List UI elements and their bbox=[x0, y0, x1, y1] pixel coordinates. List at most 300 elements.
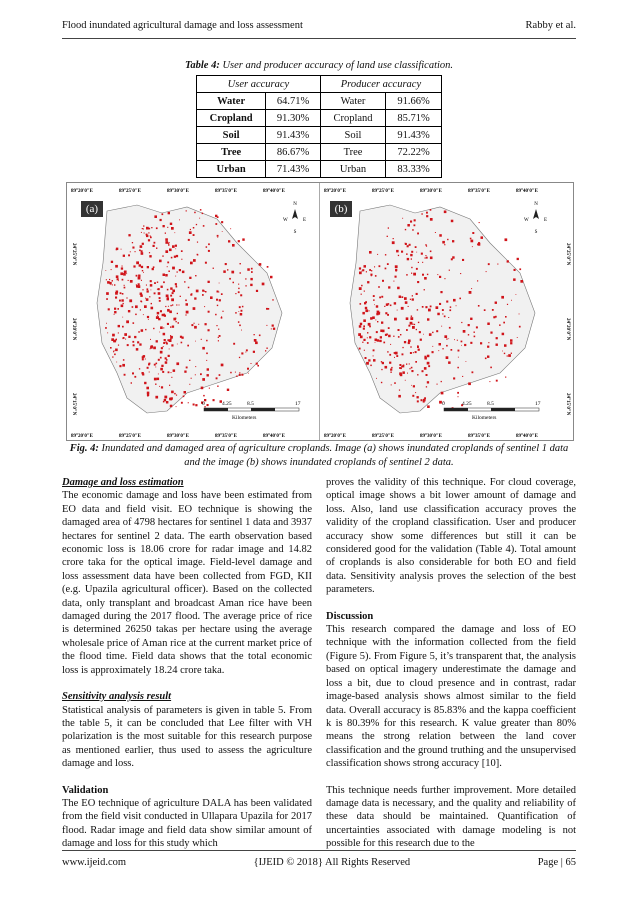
flood-speck bbox=[126, 273, 127, 274]
class-cell: Tree bbox=[320, 144, 385, 161]
flood-speck bbox=[409, 363, 410, 364]
flood-speck bbox=[451, 349, 453, 351]
producer-accuracy-cell: 83.33% bbox=[386, 161, 442, 178]
flood-speck bbox=[171, 227, 174, 230]
flood-speck bbox=[169, 339, 172, 342]
flood-speck bbox=[406, 317, 409, 320]
flood-speck bbox=[123, 255, 125, 257]
flood-speck bbox=[176, 255, 178, 257]
flood-speck bbox=[415, 351, 417, 353]
flood-speck bbox=[106, 292, 109, 295]
flood-speck bbox=[393, 336, 394, 337]
paragraph: This technique needs further improvement. More detailed damage data is necessary, and the quality and reliability of these data should be maintained. Quantification of uncertainties associated with damage modeling is not possible for this research due to the bbox=[326, 784, 576, 850]
flood-speck bbox=[106, 279, 107, 280]
flood-speck bbox=[426, 374, 428, 376]
flood-speck bbox=[135, 314, 137, 316]
flood-speck bbox=[167, 297, 169, 299]
flood-speck bbox=[390, 344, 391, 345]
flood-speck bbox=[239, 325, 241, 327]
flood-speck bbox=[427, 318, 429, 320]
flood-speck bbox=[125, 339, 126, 340]
flood-speck bbox=[122, 317, 123, 318]
flood-speck bbox=[369, 251, 372, 254]
flood-speck bbox=[117, 308, 119, 310]
flood-speck bbox=[148, 239, 150, 241]
flood-speck bbox=[119, 300, 121, 302]
flood-speck bbox=[409, 244, 411, 246]
flood-speck bbox=[520, 280, 523, 283]
flood-speck bbox=[398, 287, 399, 288]
flood-speck bbox=[439, 234, 442, 237]
header-title: Flood inundated agricultural damage and loss assessment bbox=[62, 20, 303, 31]
flood-speck bbox=[144, 382, 146, 384]
flood-speck bbox=[410, 352, 412, 354]
flood-speck bbox=[239, 306, 241, 308]
flood-speck bbox=[157, 312, 160, 315]
flood-speck bbox=[161, 365, 163, 367]
flood-speck bbox=[430, 306, 432, 308]
scale-bar bbox=[202, 401, 301, 421]
flood-speck bbox=[170, 336, 173, 339]
flood-speck bbox=[402, 218, 403, 219]
flood-speck bbox=[110, 284, 111, 285]
flood-speck bbox=[138, 277, 141, 280]
flood-speck bbox=[120, 292, 122, 294]
flood-speck bbox=[186, 311, 189, 314]
flood-speck bbox=[399, 390, 400, 391]
flood-speck bbox=[375, 342, 376, 343]
flood-speck bbox=[123, 359, 125, 361]
flood-speck bbox=[154, 378, 157, 381]
flood-speck bbox=[177, 271, 178, 272]
flood-speck bbox=[367, 332, 368, 333]
flood-speck bbox=[139, 250, 141, 252]
lon-label: 89°40'0"E bbox=[263, 434, 285, 439]
paragraph: The EO technique of agriculture DALA has been validated from the field visit conducted in Ullapara Upazila for 2017 flood. Radar image and field data show similar amount of damage and loss for this study which bbox=[62, 797, 312, 850]
flood-speck bbox=[451, 220, 454, 223]
flood-speck bbox=[138, 275, 140, 277]
flood-speck bbox=[216, 299, 218, 301]
flood-speck bbox=[121, 249, 122, 250]
flood-speck bbox=[206, 340, 208, 342]
flood-speck bbox=[407, 258, 409, 260]
flood-speck bbox=[408, 325, 410, 327]
flood-speck bbox=[385, 254, 386, 255]
flood-speck bbox=[461, 345, 462, 346]
flood-speck bbox=[461, 341, 463, 343]
footer-site-link[interactable]: www.ijeid.com bbox=[62, 857, 127, 868]
flood-speck bbox=[519, 326, 521, 328]
flood-speck bbox=[426, 257, 428, 259]
flood-speck bbox=[121, 305, 124, 308]
flood-speck bbox=[202, 378, 205, 381]
table-row bbox=[197, 144, 442, 161]
flood-speck bbox=[160, 219, 162, 221]
flood-speck bbox=[181, 250, 183, 252]
flood-speck bbox=[402, 347, 403, 348]
flood-speck bbox=[175, 248, 176, 249]
flood-speck bbox=[111, 269, 112, 270]
flood-speck bbox=[469, 291, 472, 294]
flood-speck bbox=[124, 287, 126, 289]
flood-speck bbox=[245, 352, 246, 353]
flood-speck bbox=[235, 312, 237, 314]
figure-caption-text: Inundated and damaged area of agriculture croplands. Image (a) shows inundated croplands of sentinel 1 data and the image (b) shows inundated croplands of sentinel 2 data. bbox=[101, 443, 569, 468]
flood-speck bbox=[175, 318, 177, 320]
flood-speck bbox=[407, 373, 408, 374]
flood-speck bbox=[148, 232, 149, 233]
flood-speck bbox=[375, 320, 376, 321]
flood-speck bbox=[172, 304, 173, 305]
flood-speck bbox=[369, 326, 371, 328]
flood-speck bbox=[173, 369, 176, 372]
flood-speck bbox=[168, 271, 170, 273]
left-column bbox=[62, 476, 312, 864]
flood-speck bbox=[363, 328, 365, 330]
flood-speck bbox=[157, 282, 158, 283]
lon-label: 89°30'0"E bbox=[420, 434, 442, 439]
flood-speck bbox=[365, 307, 367, 309]
flood-speck bbox=[481, 236, 484, 239]
flood-speck bbox=[442, 309, 444, 311]
flood-speck bbox=[130, 280, 133, 283]
flood-speck bbox=[162, 213, 164, 215]
flood-speck bbox=[448, 317, 449, 318]
scale-units: Kilometers bbox=[232, 415, 257, 421]
class-cell: Soil bbox=[320, 127, 385, 144]
flood-speck bbox=[247, 368, 249, 370]
flood-speck bbox=[179, 269, 181, 271]
flood-speck bbox=[423, 334, 424, 335]
flood-speck bbox=[171, 377, 172, 378]
flood-speck bbox=[176, 285, 177, 286]
header-authors: Rabby et al. bbox=[525, 20, 576, 31]
flood-speck bbox=[146, 298, 149, 301]
flood-speck bbox=[458, 357, 459, 358]
flood-speck bbox=[484, 309, 486, 311]
flood-speck bbox=[440, 291, 442, 293]
flood-speck bbox=[425, 306, 427, 308]
flood-speck bbox=[439, 276, 441, 278]
flood-speck bbox=[423, 399, 426, 402]
flood-speck bbox=[202, 347, 205, 350]
flood-speck bbox=[196, 290, 199, 293]
flood-speck bbox=[427, 274, 428, 275]
flood-speck bbox=[169, 249, 172, 252]
flood-speck bbox=[241, 310, 243, 312]
flood-speck bbox=[170, 335, 171, 336]
flood-speck bbox=[411, 370, 413, 372]
flood-speck bbox=[410, 221, 412, 223]
flood-speck bbox=[408, 340, 411, 343]
flood-speck bbox=[156, 363, 158, 365]
flood-speck bbox=[424, 289, 425, 290]
flood-speck bbox=[410, 317, 413, 320]
flood-speck bbox=[449, 327, 451, 329]
flood-speck bbox=[459, 298, 461, 300]
flood-speck bbox=[393, 281, 394, 282]
flood-speck bbox=[381, 361, 382, 362]
footer-rule bbox=[62, 850, 576, 851]
flood-speck bbox=[112, 284, 113, 285]
flood-speck bbox=[417, 396, 419, 398]
flood-speck bbox=[413, 273, 416, 276]
flood-speck bbox=[381, 296, 383, 298]
flood-speck bbox=[201, 387, 204, 390]
flood-speck bbox=[488, 342, 489, 343]
flood-speck bbox=[381, 322, 383, 324]
flood-speck bbox=[233, 282, 235, 284]
flood-speck bbox=[388, 286, 390, 288]
flood-speck bbox=[398, 336, 400, 338]
flood-speck bbox=[221, 317, 223, 319]
flood-speck bbox=[238, 321, 240, 323]
table-row bbox=[197, 161, 442, 178]
flood-speck bbox=[238, 240, 240, 242]
flood-speck bbox=[240, 272, 241, 273]
flood-speck bbox=[190, 229, 191, 230]
flood-speck bbox=[169, 349, 170, 350]
scale-label: 0 bbox=[202, 401, 205, 407]
flood-speck bbox=[359, 325, 362, 328]
flood-speck bbox=[219, 299, 221, 301]
flood-speck bbox=[375, 275, 377, 277]
flood-speck bbox=[412, 326, 415, 329]
flood-speck bbox=[122, 293, 124, 295]
flood-speck bbox=[418, 349, 420, 351]
flood-speck bbox=[435, 232, 436, 233]
flood-speck bbox=[197, 242, 198, 243]
flood-speck bbox=[385, 268, 387, 270]
flood-speck bbox=[105, 270, 106, 271]
flood-speck bbox=[184, 391, 187, 394]
flood-speck bbox=[421, 399, 423, 401]
table-row bbox=[197, 93, 442, 110]
flood-speck bbox=[206, 246, 208, 248]
class-cell: Urban bbox=[197, 161, 266, 178]
flood-speck bbox=[119, 365, 121, 367]
flood-speck bbox=[366, 271, 367, 272]
flood-speck bbox=[124, 333, 127, 336]
flood-speck bbox=[487, 323, 490, 326]
upazila-outline bbox=[97, 205, 282, 413]
flood-speck bbox=[161, 347, 163, 349]
flood-speck bbox=[394, 318, 397, 321]
flood-speck bbox=[136, 275, 138, 277]
flood-speck bbox=[222, 231, 223, 232]
flood-speck bbox=[151, 303, 152, 304]
flood-speck bbox=[414, 219, 416, 221]
flood-speck bbox=[218, 329, 219, 330]
running-header bbox=[62, 20, 576, 31]
producer-accuracy-cell: 72.22% bbox=[386, 144, 442, 161]
flood-speck bbox=[417, 309, 418, 310]
flood-speck bbox=[150, 346, 153, 349]
flood-speck bbox=[115, 297, 117, 299]
flood-speck bbox=[449, 270, 450, 271]
flood-speck bbox=[401, 251, 403, 253]
flood-speck bbox=[452, 256, 454, 258]
flood-speck bbox=[147, 266, 149, 268]
flood-speck bbox=[442, 241, 445, 244]
flood-speck bbox=[194, 326, 197, 329]
flood-speck bbox=[496, 344, 498, 346]
flood-speck bbox=[390, 305, 392, 307]
flood-speck bbox=[130, 251, 131, 252]
flood-speck bbox=[255, 343, 256, 344]
flood-speck bbox=[189, 231, 192, 234]
flood-speck bbox=[453, 377, 455, 379]
flood-speck bbox=[112, 356, 113, 357]
flood-speck bbox=[128, 336, 130, 338]
class-cell: Cropland bbox=[320, 110, 385, 127]
flood-speck bbox=[153, 328, 154, 329]
flood-speck bbox=[228, 240, 230, 242]
section-heading: Validation bbox=[62, 784, 109, 796]
flood-speck bbox=[250, 284, 252, 286]
flood-speck bbox=[171, 257, 173, 259]
flood-speck bbox=[373, 299, 375, 301]
flood-speck bbox=[124, 374, 126, 376]
flood-speck bbox=[189, 277, 191, 279]
flood-speck bbox=[436, 330, 438, 332]
flood-speck bbox=[379, 297, 381, 299]
flood-speck bbox=[411, 273, 412, 274]
map-a-svg bbox=[67, 183, 320, 440]
flood-speck bbox=[376, 378, 377, 379]
flood-speck bbox=[370, 365, 372, 367]
flood-speck bbox=[478, 305, 480, 307]
flood-speck bbox=[188, 287, 190, 289]
flood-speck bbox=[141, 252, 144, 255]
flood-speck bbox=[242, 306, 244, 308]
flood-speck bbox=[178, 322, 180, 324]
flood-speck bbox=[394, 382, 396, 384]
flood-speck bbox=[490, 332, 492, 334]
flood-speck bbox=[120, 272, 123, 275]
flood-speck bbox=[200, 209, 202, 211]
flood-speck bbox=[457, 392, 459, 394]
flood-speck bbox=[160, 326, 163, 329]
flood-speck bbox=[163, 327, 164, 328]
flood-speck bbox=[203, 225, 205, 227]
flood-speck bbox=[185, 314, 186, 315]
flood-speck bbox=[388, 227, 389, 228]
flood-speck bbox=[171, 298, 174, 301]
flood-speck bbox=[412, 395, 414, 397]
flood-speck bbox=[165, 361, 168, 364]
paragraph: proves the validity of this technique. For cloud coverage, optical image shows a bit lower amount of damage and loss. Also, land use classification accuracy proves the validity of the cropland classification. User and producer accuracy show some differences but still it can be considered good for the validation (Table 4). Total amount of croplands is also considerable for both EO and field data. Sensitivity analysis proves the selection of the best parameters. bbox=[326, 477, 576, 596]
flood-speck bbox=[159, 332, 160, 333]
flood-speck bbox=[108, 282, 109, 283]
flood-speck bbox=[185, 300, 187, 302]
flood-speck bbox=[132, 247, 134, 249]
flood-speck bbox=[238, 311, 239, 312]
flood-speck bbox=[174, 256, 176, 258]
flood-speck bbox=[241, 330, 242, 331]
flood-speck bbox=[266, 325, 267, 326]
flood-speck bbox=[480, 342, 482, 344]
flood-speck bbox=[172, 292, 174, 294]
flood-speck bbox=[488, 263, 490, 265]
flood-speck bbox=[392, 241, 395, 244]
flood-speck bbox=[508, 354, 511, 357]
flood-speck bbox=[158, 374, 159, 375]
flood-speck bbox=[167, 309, 170, 312]
user-accuracy-cell: 91.30% bbox=[266, 110, 321, 127]
flood-speck bbox=[154, 282, 156, 284]
flood-speck bbox=[150, 280, 152, 282]
flood-speck bbox=[122, 266, 123, 267]
flood-speck bbox=[146, 285, 147, 286]
flood-speck bbox=[426, 215, 428, 217]
flood-speck bbox=[428, 309, 431, 312]
flood-speck bbox=[217, 291, 219, 293]
flood-speck bbox=[164, 396, 167, 399]
flood-speck bbox=[156, 340, 158, 342]
flood-speck bbox=[163, 346, 164, 347]
map-panel-a bbox=[67, 183, 320, 440]
flood-speck bbox=[124, 271, 126, 273]
flood-speck bbox=[155, 367, 156, 368]
flood-speck bbox=[163, 333, 166, 336]
flood-speck bbox=[398, 329, 400, 331]
flood-speck bbox=[189, 384, 190, 385]
flood-speck bbox=[251, 271, 253, 273]
flood-speck bbox=[167, 298, 170, 301]
flood-speck bbox=[386, 334, 388, 336]
flood-speck bbox=[409, 368, 410, 369]
flood-speck bbox=[171, 372, 172, 373]
flood-speck bbox=[186, 303, 189, 306]
flood-speck bbox=[201, 339, 202, 340]
flood-speck bbox=[416, 293, 418, 295]
flood-speck bbox=[364, 291, 365, 292]
producer-accuracy-cell: 91.43% bbox=[386, 127, 442, 144]
flood-speck bbox=[157, 315, 158, 316]
flood-speck bbox=[377, 254, 378, 255]
flood-speck bbox=[379, 340, 380, 341]
flood-speck bbox=[145, 359, 146, 360]
flood-speck bbox=[385, 312, 387, 314]
flood-speck bbox=[180, 336, 182, 338]
flood-speck bbox=[165, 306, 166, 307]
flood-speck bbox=[417, 374, 418, 375]
flood-speck bbox=[461, 322, 462, 323]
user-accuracy-cell: 86.67% bbox=[266, 144, 321, 161]
flood-speck bbox=[375, 339, 378, 342]
flood-speck bbox=[411, 258, 412, 259]
flood-speck bbox=[256, 290, 258, 292]
flood-speck bbox=[232, 244, 235, 247]
flood-speck bbox=[405, 380, 406, 381]
flood-speck bbox=[390, 369, 392, 371]
flood-speck bbox=[507, 355, 508, 356]
flood-speck bbox=[115, 349, 118, 352]
flood-speck bbox=[163, 281, 165, 283]
flood-speck bbox=[174, 393, 176, 395]
flood-speck bbox=[519, 268, 521, 270]
flood-speck bbox=[381, 369, 382, 370]
flood-speck bbox=[504, 344, 507, 347]
flood-speck bbox=[147, 290, 149, 292]
class-cell: Tree bbox=[197, 144, 266, 161]
flood-speck bbox=[417, 345, 419, 347]
scale-bar bbox=[442, 401, 541, 421]
flood-speck bbox=[140, 309, 141, 310]
scale-label: 17 bbox=[295, 401, 301, 407]
flood-speck bbox=[124, 285, 125, 286]
